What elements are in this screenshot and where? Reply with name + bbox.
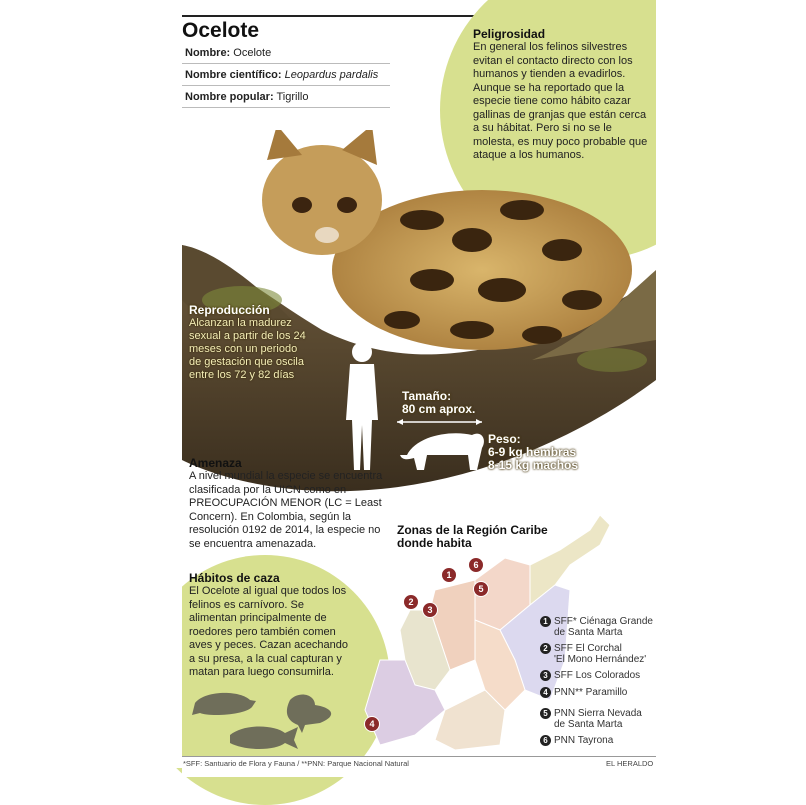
legend-number: 4: [540, 687, 551, 698]
reproduccion-title: Reproducción: [189, 303, 270, 317]
peso-line2: 8-15 kg machos: [488, 458, 579, 472]
legend-item-6: [540, 735, 613, 746]
fact-label: Nombre popular:: [185, 91, 274, 103]
peligrosidad-text: En general los felinos silvestres evitan el contacto directo con los humanos y tienden a evadirlos. Aunque se ha reportado que la especie tiene como hábito cazar gallinas de granjas que están cerca a su hábitat. Pero si no se le molesta, es muy poco probable que ataque a los humanos.: [473, 41, 648, 161]
tamano-value: 80 cm aprox.: [402, 402, 476, 416]
fact-row-cientifico: [182, 64, 390, 86]
habitos-text: El Ocelote al igual que todos los felinos es carnívoro. Se alimentan principalmente de roedores pero también comen aves y peces. Cazan acechando a su presa, a la cual capturan y matan para luego consumirla.: [189, 585, 348, 678]
map-pin-1: 1: [441, 567, 457, 583]
map-pin-5: 5: [473, 581, 489, 597]
legend-line2: 'El Mono Hernández': [554, 654, 647, 665]
fact-label: Nombre científico:: [185, 69, 282, 81]
page-title: Ocelote: [182, 19, 260, 42]
legend-number: 1: [540, 616, 551, 627]
legend-line2: de Santa Marta: [554, 719, 623, 730]
rodent-icon: [192, 693, 256, 715]
map-pin-2: 2: [403, 594, 419, 610]
zonas-title-2: donde habita: [397, 536, 472, 550]
legend-line1: PNN Sierra Nevada: [554, 708, 642, 719]
legend-number: 5: [540, 708, 551, 719]
legend-line1: SFF* Ciénaga Grande: [554, 616, 653, 627]
fish-icon: [230, 727, 298, 750]
map-pin-3: 3: [422, 602, 438, 618]
legend-item-3: [540, 670, 640, 681]
map-pin-6: 6: [468, 557, 484, 573]
fact-row-nombre: [182, 42, 390, 64]
footer-note: *SFF: Santuario de Flora y Fauna / **PNN: Parque Nacional Natural: [183, 759, 409, 768]
footer-brand: EL HERALDO: [606, 759, 654, 768]
peso-line1: 6-9 kg hembras: [488, 445, 577, 459]
legend-line1: PNN** Paramillo: [554, 687, 628, 698]
footer-rule: [182, 756, 656, 757]
left-mask: [0, 555, 182, 768]
habitos-title: Hábitos de caza: [189, 571, 280, 585]
legend-number: 2: [540, 643, 551, 654]
peligrosidad-title: Peligrosidad: [473, 27, 546, 41]
amenaza-title: Amenaza: [189, 456, 242, 470]
legend-item-2: [540, 643, 646, 665]
legend-line1: SFF El Corchal: [554, 643, 622, 654]
reproduccion-text: Alcanzan la madurez sexual a partir de los 24 meses con un periodo de gestación que oscila entre los 72 y 82 días: [189, 317, 306, 381]
tamano-label: Tamaño:: [402, 389, 452, 403]
fact-row-popular: [182, 86, 390, 108]
legend-line1: SFF Los Colorados: [554, 670, 641, 681]
map-pin-4: 4: [364, 716, 380, 732]
legend-line2: de Santa Marta: [554, 627, 623, 638]
zonas-title-1: Zonas de la Región Caribe: [397, 523, 548, 537]
legend-item-1: [540, 616, 653, 638]
prey-silhouettes: [190, 685, 350, 755]
legend-item-5: [540, 708, 642, 730]
legend-number: 6: [540, 735, 551, 746]
fact-value: Ocelote: [233, 47, 272, 59]
fact-value: Leopardus pardalis: [284, 69, 379, 81]
fact-label: Nombre:: [185, 47, 231, 59]
legend-item-4: [540, 687, 627, 698]
fact-value: Tigrillo: [276, 91, 309, 103]
legend-number: 3: [540, 670, 551, 681]
bird-icon: [287, 695, 331, 733]
peso-label: Peso:: [488, 432, 521, 446]
right-mask: [656, 0, 806, 300]
amenaza-text: A nivel mundial la especie se encuentra clasificada por la UICN como en PREOCUPACIÓN MENOR (LC = Least Concern). En Colombia, según la resolución 0192 de 2014, la especie no se encuentra amenazada.: [189, 470, 383, 550]
legend-line1: PNN Tayrona: [554, 735, 614, 746]
